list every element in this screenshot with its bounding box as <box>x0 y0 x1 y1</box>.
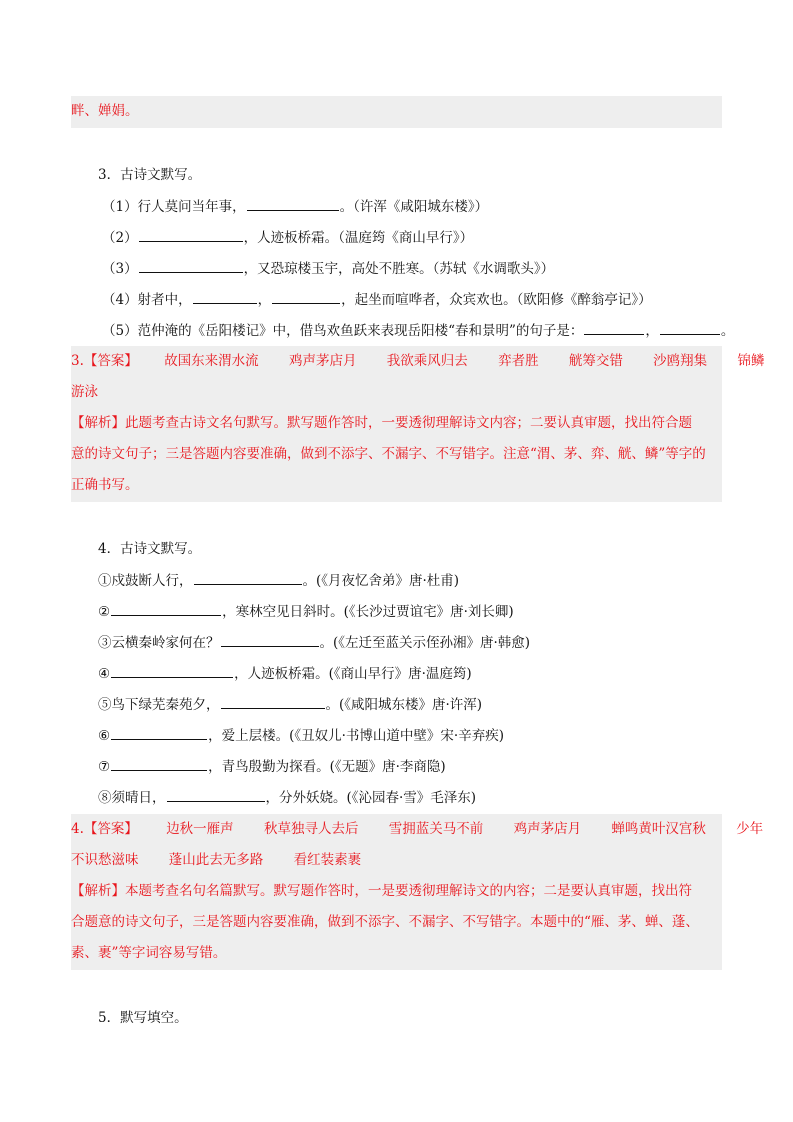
answer-item: 故国东来渭水流 <box>164 353 259 369</box>
answer-item: 锦鳞 <box>737 353 765 369</box>
fill-blank[interactable] <box>221 694 325 709</box>
fill-blank[interactable] <box>193 289 257 304</box>
q4-item-2: ② ，寒林空见日斜时。(《长沙过贾谊宅》唐·刘长卿) <box>98 601 514 622</box>
fill-blank[interactable] <box>111 663 233 678</box>
q4-item-1: ①戍鼓断人行， 。(《月夜忆舍弟》唐·杜甫) <box>98 570 459 591</box>
q5-title: 5．默写填空。 <box>98 1010 188 1026</box>
answer-item: 少年 <box>736 821 764 837</box>
fill-blank[interactable] <box>660 320 720 335</box>
q4-item-5: ⑤鸟下绿芜秦苑夕， 。(《咸阳城东楼》唐·许浑) <box>98 694 482 715</box>
q4-answer-line: 4.【答案】 边秋一雁声 秋草独寻人去后 雪拥蓝关马不前 鸡声茅店月 蝉鸣黄叶汉宫秋 少年 <box>71 821 764 837</box>
q4-analysis-line-1: 【解析】本题考查名句名篇默写。默写题作答时，一是要透彻理解诗文的内容；二是要认真审题，找出符 <box>71 883 692 899</box>
q4-item-4: ④ ，人迹板桥霜。(《商山早行》唐·温庭筠) <box>98 663 472 684</box>
q3-item-4: （4）射者中， ， ，起坐而喧哗者，众宾欢也。（欧阳修《醉翁亭记》） <box>102 289 652 310</box>
fill-blank[interactable] <box>111 756 207 771</box>
answer-item: 看红装素裹 <box>293 852 362 868</box>
fill-blank[interactable] <box>247 196 339 211</box>
fill-blank[interactable] <box>584 320 644 335</box>
fill-blank[interactable] <box>111 725 207 740</box>
fill-blank[interactable] <box>139 227 243 242</box>
answer-item: 弈者胜 <box>498 353 539 369</box>
q4-analysis-line-3: 素、裹”等字词容易写错。 <box>71 945 227 961</box>
prev-answer-block <box>71 96 722 128</box>
fill-blank[interactable] <box>194 570 302 585</box>
q3-analysis-line-1: 【解析】此题考查古诗文名句默写。默写题作答时，一要透彻理解诗文内容；二要认真审题，找出符合题 <box>71 415 692 431</box>
answer-item: 鸡声茅店月 <box>513 821 582 837</box>
q3-item-3: （3） ，又恐琼楼玉宇，高处不胜寒。（苏轼《水调歌头》） <box>102 258 554 279</box>
fill-blank[interactable] <box>221 632 319 647</box>
fill-blank[interactable] <box>139 258 243 273</box>
answer-item: 秋草独寻人去后 <box>263 821 359 837</box>
q3-item-1: （1）行人莫问当年事， 。（许浑《咸阳城东楼》） <box>102 196 488 217</box>
q3-item-2: （2） ，人迹板桥霜。（温庭筠《商山早行》） <box>102 227 473 248</box>
answer-item: 蝉鸣黄叶汉宫秋 <box>611 821 706 837</box>
q4-item-6: ⑥ ，爱上层楼。(《丑奴儿·书博山道中壁》宋·辛弃疾) <box>98 725 504 746</box>
q3-item-5: （5）范仲淹的《岳阳楼记》中，借鸟欢鱼跃来表现岳阳楼“春和景明”的句子是： ， 。 <box>102 320 734 341</box>
q4-title: 4．古诗文默写。 <box>98 541 202 557</box>
q4-item-7: ⑦ ，青鸟殷勤为探看。(《无题》唐·李商隐) <box>98 756 446 777</box>
answer-item: 觥筹交错 <box>568 353 623 369</box>
q4-answer-wrap <box>71 850 387 870</box>
answer-item: 我欲乘风归去 <box>386 353 468 369</box>
q3-analysis-line-3: 正确书写。 <box>71 477 139 493</box>
q3-analysis-line-2: 意的诗文句子；三是答题内容要准确，做到不添字、不漏字、不写错字。注意“渭、茅、弈、觥、鳞”等字的 <box>71 446 706 462</box>
q4-item-8: ⑧须晴日， ，分外妖娆。(《沁园春·雪》毛泽东) <box>98 787 476 808</box>
q3-title: 3．古诗文默写。 <box>98 167 202 183</box>
q3-answer-line: 3.【答案】 故国东来渭水流 鸡声茅店月 我欲乘风归去 弈者胜 觥筹交错 沙鸥翔集 锦鳞 <box>71 353 765 369</box>
q4-analysis-line-2: 合题意的诗文句子，三是答题内容要准确，做到不添字、不漏字、不写错字。本题中的“雁、茅、蝉、蓬、 <box>71 914 699 930</box>
answer-item: 不识愁滋味 <box>71 852 139 868</box>
fill-blank[interactable] <box>111 601 221 616</box>
answer-item: 雪拥蓝关马不前 <box>388 821 484 837</box>
q4-item-3: ③云横秦岭家何在？ 。(《左迁至蓝关示侄孙湘》唐·韩愈) <box>98 632 530 653</box>
answer-item: 鸡声茅店月 <box>288 353 357 369</box>
fill-blank[interactable] <box>167 787 265 802</box>
fill-blank[interactable] <box>272 289 340 304</box>
prev-answer-tail: 畔、婵娟。 <box>71 103 139 119</box>
answer-item: 边秋一雁声 <box>166 821 234 837</box>
answer-item: 沙鸥翔集 <box>653 353 708 369</box>
answer-item: 蓬山此去无多路 <box>168 852 264 868</box>
q3-answer-wrap: 游泳 <box>71 384 98 400</box>
